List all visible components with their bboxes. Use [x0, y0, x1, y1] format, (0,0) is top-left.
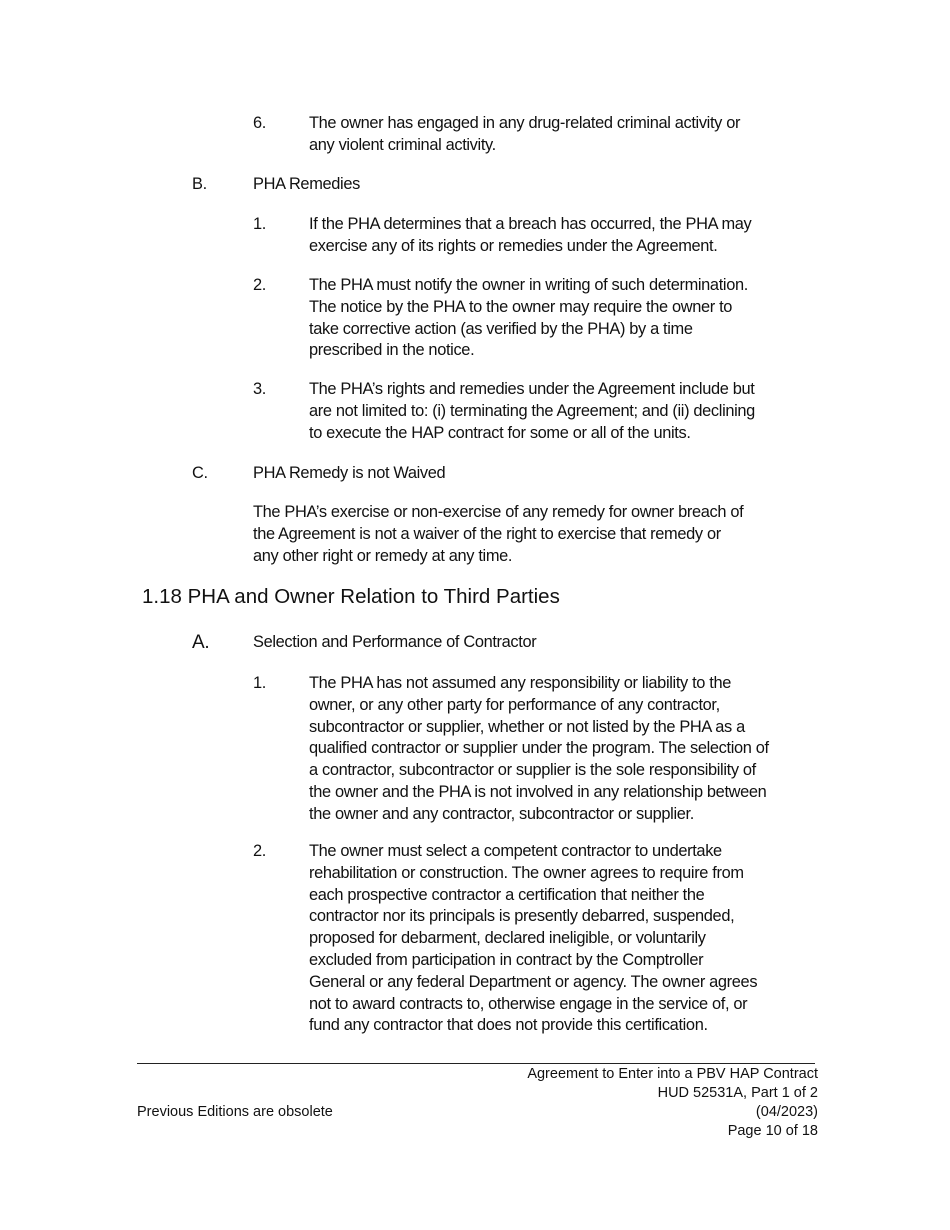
footer-date: (04/2023): [755, 1104, 818, 1120]
text-line: qualified contractor or supplier under the program. The selection of: [309, 739, 769, 758]
text-line: fund any contractor that does not provide this certification.: [309, 1016, 708, 1035]
item-b2-text: [309, 275, 819, 362]
text-line: The PHA’s exercise or non-exercise of any remedy for owner breach of: [253, 503, 744, 521]
subsection-title: PHA Remedy is not Waived: [253, 464, 446, 482]
item-b3-text: [309, 379, 854, 444]
footer-page-number: Page 10 of 18: [727, 1123, 818, 1139]
text-line: any violent criminal activity.: [309, 135, 496, 154]
subsection-letter: A.: [192, 632, 210, 653]
text-line: the owner and the PHA is not involved in any relationship between: [309, 782, 767, 801]
item-number: 1.: [253, 215, 266, 233]
text-line: The PHA must notify the owner in writing of such determination.: [309, 276, 748, 294]
item-number: 6.: [253, 114, 266, 132]
text-line: to execute the HAP contract for some or all of the units.: [309, 423, 691, 442]
text-line: proposed for debarment, declared ineligible, or voluntarily: [309, 929, 706, 948]
text-line: The PHA has not assumed any responsibility or liability to the: [309, 674, 731, 692]
item-number: 2.: [253, 276, 266, 294]
text-line: excluded from participation in contract by the Comptroller: [309, 950, 704, 969]
text-line: exercise any of its rights or remedies under the Agreement.: [309, 236, 718, 255]
text-line: a contractor, subcontractor or supplier is the sole responsibility of: [309, 761, 756, 780]
item-a1-text: [309, 673, 854, 826]
text-line: General or any federal Department or agency. The owner agrees: [309, 972, 758, 991]
text-line: If the PHA determines that a breach has occurred, the PHA may: [309, 215, 752, 233]
section-heading: 1.18 PHA and Owner Relation to Third Parties: [142, 585, 560, 608]
footer-form-id: HUD 52531A, Part 1 of 2: [657, 1085, 818, 1101]
text-line: the owner and any contractor, subcontractor or supplier.: [309, 804, 694, 823]
subsection-title: Selection and Performance of Contractor: [253, 633, 537, 651]
text-line: any other right or remedy at any time.: [253, 546, 513, 565]
text-line: The owner must select a competent contractor to undertake: [309, 842, 722, 860]
footer-info: [527, 1065, 818, 1141]
footer-obsolete-note: Previous Editions are obsolete: [137, 1104, 333, 1120]
item-b1-text: [309, 214, 819, 258]
text-line: subcontractor or supplier, whether or not listed by the PHA as a: [309, 717, 745, 736]
text-line: The notice by the PHA to the owner may require the owner to: [309, 297, 733, 316]
item-a2-text: [309, 841, 854, 1037]
text-line: The PHA’s rights and remedies under the Agreement include but: [309, 380, 755, 398]
text-line: prescribed in the notice.: [309, 341, 475, 360]
text-line: not to award contracts to, otherwise engage in the service of, or: [309, 994, 748, 1013]
text-line: the Agreement is not a waiver of the right to exercise that remedy or: [253, 524, 721, 543]
text-line: take corrective action (as verified by the PHA) by a time: [309, 319, 693, 338]
subsection-title: PHA Remedies: [253, 175, 360, 193]
subsection-letter: B.: [192, 175, 207, 193]
item-6-text: [309, 113, 819, 157]
item-number: 2.: [253, 842, 266, 860]
paragraph: [253, 502, 798, 567]
footer-divider: [137, 1063, 815, 1064]
text-line: owner, or any other party for performance of any contractor,: [309, 695, 720, 714]
text-line: rehabilitation or construction. The owner agrees to require from: [309, 863, 744, 882]
item-number: 1.: [253, 674, 266, 692]
footer-doc-title: Agreement to Enter into a PBV HAP Contract: [527, 1066, 818, 1082]
text-line: The owner has engaged in any drug-related criminal activity or: [309, 114, 741, 132]
subsection-letter: C.: [192, 464, 208, 482]
item-number: 3.: [253, 380, 266, 398]
text-line: each prospective contractor a certification that neither the: [309, 885, 705, 904]
text-line: are not limited to: (i) terminating the Agreement; and (ii) declining: [309, 401, 755, 420]
text-line: contractor nor its principals is presently debarred, suspended,: [309, 907, 735, 926]
